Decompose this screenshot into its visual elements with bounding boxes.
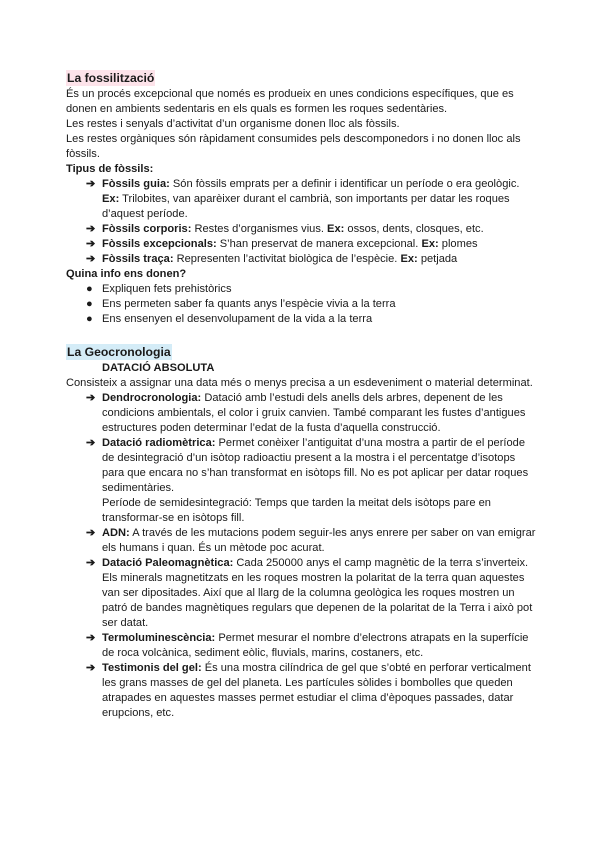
list-item — [66, 661, 538, 721]
section-title-geocronologia: La Geocronologia — [67, 345, 171, 359]
term-text: Datació amb l’estudi dels anells dels arbres, depenent de les condicions ambientals, el color i gruix canvien. També comparant les fustes d’antigues estructures poden determinar l’edat de la fusta d’aquella construcció. — [102, 392, 526, 434]
list-item — [66, 556, 538, 631]
list-item-text: Ens ensenyen el desenvolupament de la vida a la terra — [102, 313, 373, 325]
term: ADN: — [102, 527, 130, 539]
subtitle-datacio-absoluta: DATACIÓ ABSOLUTA — [102, 362, 215, 374]
example-text: Trilobites, van aparèixer durant el cambrià, son importants per datar les roques d’aquest període. — [102, 193, 510, 220]
arrow-icon: ➔ — [86, 238, 96, 250]
list-item — [66, 252, 538, 267]
intro-paragraph-2: Les restes i senyals d’activitat d’un organisme donen lloc als fòssils. — [66, 118, 400, 130]
fossil-types-list — [66, 177, 538, 267]
term: Fòssils excepcionals: — [102, 238, 217, 250]
section-fossilitzacio — [66, 70, 538, 327]
term: Fòssils guia: — [102, 178, 170, 190]
term-text: Permet conèixer l’antiguitat d’una mostra a partir de el període de desintegració d’un isòtop radioactiu present a la mostra i el percentatge d’isotops para que encara no s’han transformat en isòtops fill. No es pot aplicar per datar roques sedimentàries. — [102, 437, 529, 494]
info-title: Quina info ens donen? — [66, 268, 187, 280]
term: Termoluminescència: — [102, 632, 216, 644]
list-item — [66, 436, 538, 526]
list-item — [66, 282, 538, 297]
example-label: Ex: — [400, 253, 418, 265]
intro-paragraph-3: Les restes orgàniques són ràpidament consumides pels descomponedors i no donen lloc als fòssils. — [66, 133, 521, 160]
section-title-fossilitzacio: La fossilització — [67, 71, 155, 85]
arrow-icon: ➔ — [86, 527, 96, 539]
term: Fòssils traça: — [102, 253, 174, 265]
arrow-icon: ➔ — [86, 632, 96, 644]
intro-paragraph-1: És un procés excepcional que només es produeix en unes condicions específiques, que es donen en ambients sedentaris en els quals es formen les roques sedentàries. — [66, 88, 514, 115]
term: Fòssils corporis: — [102, 223, 192, 235]
example-label: Ex: — [421, 238, 439, 250]
term-text: Representen l’activitat biològica de l’espècie. — [173, 253, 401, 265]
spacer — [66, 327, 538, 344]
term: Datació Paleomagnètica: — [102, 557, 234, 569]
bullet-icon: ● — [86, 298, 93, 310]
list-item — [66, 631, 538, 661]
list-item — [66, 222, 538, 237]
methods-list — [66, 391, 538, 721]
arrow-icon: ➔ — [86, 253, 96, 265]
list-item — [66, 177, 538, 222]
example-text: plomes — [438, 238, 478, 250]
term: Dendrocronologia: — [102, 392, 202, 404]
arrow-icon: ➔ — [86, 223, 96, 235]
geocronologia-intro: Consisteix a assignar una data més o menys precisa a un esdeveniment o material determinat. — [66, 377, 533, 389]
bullet-icon: ● — [86, 313, 93, 325]
list-item — [66, 312, 538, 327]
term-text: És una mostra cilíndrica de gel que s’obté en perforar verticalment les grans masses de gel del planeta. Les partícules sòlides i bombolles que queden atrapades en aquestes masses permet estudiar el clima d’èpoques passades, datar erupcions, etc. — [102, 662, 531, 719]
info-list — [66, 282, 538, 327]
types-title: Tipus de fòssils: — [66, 163, 154, 175]
document-page — [66, 70, 538, 721]
example-text: ossos, dents, closques, etc. — [344, 223, 484, 235]
arrow-icon: ➔ — [86, 662, 96, 674]
term-text: A través de les mutacions podem seguir-les anys enrere per saber on van emigrar els humans i quan. És un mètode poc acurat. — [102, 527, 536, 554]
arrow-icon: ➔ — [86, 178, 96, 190]
arrow-icon: ➔ — [86, 557, 96, 569]
list-item — [66, 297, 538, 312]
example-label: Ex: — [327, 223, 345, 235]
arrow-icon: ➔ — [86, 437, 96, 449]
list-item-text: Ens permeten saber fa quants anys l’espècie vivia a la terra — [102, 298, 396, 310]
arrow-icon: ➔ — [86, 392, 96, 404]
term-text: Són fòssils emprats per a definir i identificar un període o era geològic. — [169, 178, 520, 190]
bullet-icon: ● — [86, 283, 93, 295]
term-text: Cada 250000 anys el camp magnètic de la terra s’inverteix. Els minerals magnetitzats en les roques mostren la polaritat de la terra quan aquestes van ser dipositades. Així que al llarg de la columna geològica les roques mostren un patró de bandes magnètiques regulars que depenen de la polaritat de la Terra i això pot ser datat. — [102, 557, 533, 629]
example-text: petjada — [417, 253, 458, 265]
list-item — [66, 391, 538, 436]
example-label: Ex: — [102, 193, 120, 205]
list-item — [66, 526, 538, 556]
term-text: S’han preservat de manera excepcional. — [216, 238, 422, 250]
section-geocronologia — [66, 344, 538, 721]
term-extra: Període de semidesintegració: Temps que tarden la meitat dels isòtops pare en transformar-se en isòtops fill. — [102, 497, 491, 524]
term-text: Permet mesurar el nombre d’electrons atrapats en la superfície de roca volcànica, sediment eòlic, fluvials, marins, costaners, etc. — [102, 632, 529, 659]
term: Datació radiomètrica: — [102, 437, 216, 449]
term-text: Restes d’organismes vius. — [191, 223, 328, 235]
list-item — [66, 237, 538, 252]
list-item-text: Expliquen fets prehistòrics — [102, 283, 232, 295]
term: Testimonis del gel: — [102, 662, 202, 674]
